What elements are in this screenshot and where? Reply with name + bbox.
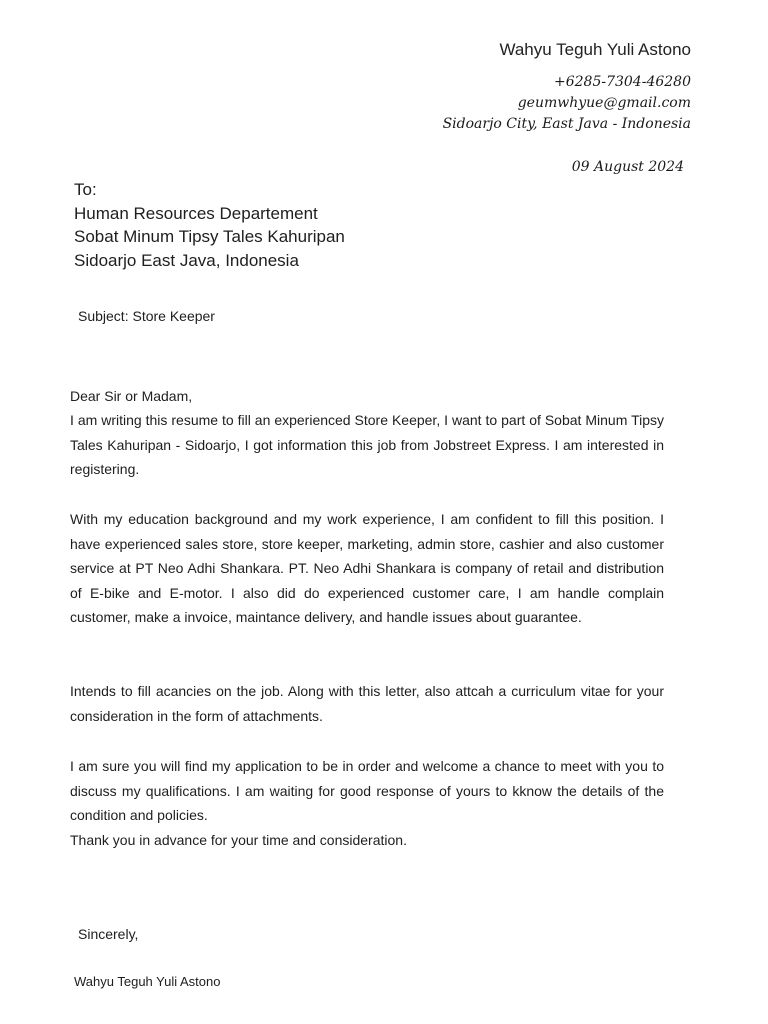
sender-email: geumwhyue@gmail.com xyxy=(517,95,691,111)
recipient-company: Sobat Minum Tipsy Tales Kahuripan xyxy=(74,227,345,246)
body-paragraph-2: With my education background and my work experience, I am confident to fill this position. I have experienced sales store, store keeper, marketing, admin store, cashier and also customer service at PT Neo Adhi Shankara. PT. Neo Adhi Shankara is company of retail and distribution of E-bike and E-motor. I also did do experienced customer care, I am handle complain customer, make a invoice, maintance delivery, and handle issues about guarantee. xyxy=(70,511,664,626)
subject-line: Subject: Store Keeper xyxy=(78,308,215,324)
sender-address: Sidoarjo City, East Java - Indonesia xyxy=(442,116,691,132)
recipient-department: Human Resources Departement xyxy=(74,203,318,223)
letter-date: 09 August 2024 xyxy=(571,159,684,175)
closing: Sincerely, xyxy=(78,926,139,942)
sender-phone: +6285-7304-46280 xyxy=(554,74,691,90)
body-paragraph-1: I am writing this resume to fill an experienced Store Keeper, I want to part of Sobat Minum Tipsy Tales Kahuripan - Sidoarjo, I got information this job from Jobstreet Express. I am interested in registering. xyxy=(70,412,664,478)
body-paragraph-4: I am sure you will find my application to be in order and welcome a chance to meet with you to discuss my qualifications. I am waiting for good response of yours to kknow the details of the condition and policies. xyxy=(70,758,664,824)
recipient-to-label: To: xyxy=(74,180,97,199)
body-paragraph-3: Intends to fill acancies on the job. Along with this letter, also attcah a curriculum vitae for your consideration in the form of attachments. xyxy=(70,683,664,724)
salutation: Dear Sir or Madam, xyxy=(70,388,193,404)
signature-name: Wahyu Teguh Yuli Astono xyxy=(74,974,221,989)
recipient-block xyxy=(74,178,345,272)
recipient-location: Sidoarjo East Java, Indonesia xyxy=(74,250,299,270)
body-paragraph-5: Thank you in advance for your time and consideration. xyxy=(70,832,407,848)
sender-name: Wahyu Teguh Yuli Astono xyxy=(499,40,691,59)
